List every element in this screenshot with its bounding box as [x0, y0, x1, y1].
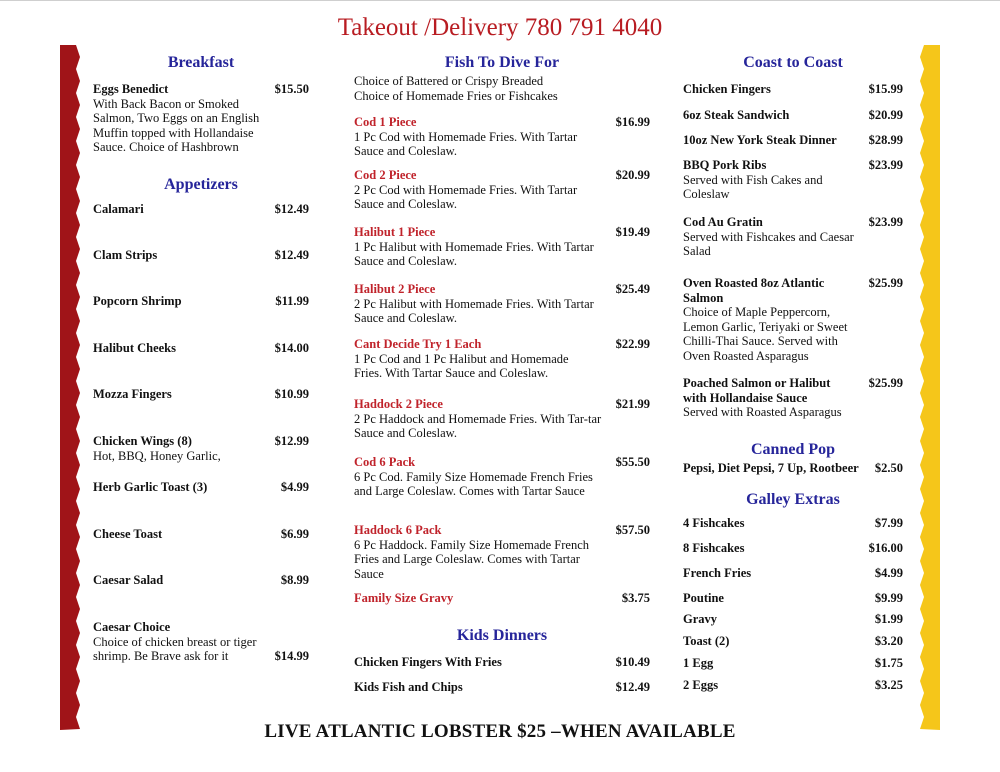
breakfast-heading: Breakfast — [167, 54, 235, 71]
item-price: $6.99 — [280, 527, 309, 541]
appetizers-heading: Appetizers — [164, 176, 238, 193]
menu-item — [354, 168, 650, 212]
menu-item — [683, 108, 903, 123]
item-description: 6 Pc Haddock. Family Size Homemade French Fries and Large Coleslaw. Comes with Tartar Sauce — [354, 537, 590, 581]
item-price: $23.99 — [868, 158, 903, 172]
menu-item — [683, 276, 903, 363]
galley-heading-wrap — [683, 493, 903, 508]
item-name: Cheese Toast — [93, 527, 163, 541]
menu-item — [683, 566, 903, 581]
item-description: 2 Pc Haddock and Homemade Fries. With Tar-tar Sauce and Coleslaw. — [354, 411, 602, 440]
coast-heading-wrap — [683, 56, 903, 71]
item-price: $3.25 — [874, 678, 903, 692]
item-name: Cant Decide Try 1 Each — [354, 337, 482, 351]
kids-heading-wrap — [354, 629, 650, 644]
menu-item — [683, 541, 903, 556]
fish-heading-wrap — [354, 56, 650, 71]
pop-heading: Canned Pop — [750, 441, 836, 458]
item-price: $57.50 — [615, 523, 650, 537]
menu-item — [683, 591, 903, 606]
item-name: Popcorn Shrimp — [93, 294, 182, 308]
menu-item — [354, 523, 650, 581]
item-price: $23.99 — [868, 215, 903, 229]
item-price: $16.99 — [615, 115, 650, 129]
item-name: Pepsi, Diet Pepsi, 7 Up, Rootbeer — [683, 461, 859, 475]
item-name: Cod Au Gratin — [683, 215, 763, 229]
menu-item — [683, 215, 903, 259]
menu-item — [354, 455, 650, 499]
item-price: $12.49 — [274, 248, 309, 262]
menu-item — [354, 337, 650, 381]
item-name: 8 Fishcakes — [683, 541, 745, 555]
item-price: $25.99 — [868, 276, 903, 290]
item-description: Hot, BBQ, Honey Garlic, — [93, 448, 221, 463]
menu-item — [93, 620, 309, 664]
item-name: Kids Fish and Chips — [354, 680, 463, 694]
item-price: $11.99 — [275, 294, 309, 308]
item-description: 6 Pc Cod. Family Size Homemade French Fries and Large Coleslaw. Comes with Tartar Sauce — [354, 469, 593, 498]
menu-item — [354, 115, 650, 159]
menu-item — [93, 294, 309, 309]
item-description: Served with Roasted Asparagus — [683, 405, 842, 419]
menu-item — [683, 656, 903, 671]
item-description: 1 Pc Cod and 1 Pc Halibut and Homemade Fries. With Tartar Sauce and Coleslaw. — [354, 351, 569, 380]
menu-item — [683, 634, 903, 649]
right-wave-shape — [920, 45, 940, 730]
item-name: Gravy — [683, 612, 718, 626]
item-price: $2.50 — [874, 461, 903, 475]
item-price: $25.49 — [615, 282, 650, 296]
item-name: BBQ Pork Ribs — [683, 158, 767, 172]
kids-heading: Kids Dinners — [456, 627, 548, 644]
menu-item — [93, 480, 309, 495]
item-name: Calamari — [93, 202, 144, 216]
item-description: 2 Pc Halibut with Homemade Fries. With Tartar Sauce and Coleslaw. — [354, 296, 594, 325]
item-price: $7.99 — [874, 516, 903, 530]
menu-item — [683, 376, 903, 420]
item-price: $3.20 — [874, 634, 903, 648]
item-name: Cod 6 Pack — [354, 455, 416, 469]
coast-heading: Coast to Coast — [743, 54, 843, 71]
item-name: Caesar Salad — [93, 573, 164, 587]
menu-item — [683, 612, 903, 627]
menu-item — [683, 678, 903, 693]
item-name: 4 Fishcakes — [683, 516, 745, 530]
item-name: 10oz New York Steak Dinner — [683, 133, 837, 147]
item-name: 1 Egg — [683, 656, 714, 670]
item-name: Cod 2 Piece — [354, 168, 417, 182]
menu-item — [93, 527, 309, 542]
item-name: Chicken Wings (8) — [93, 434, 192, 448]
left-wavy-band — [60, 45, 82, 730]
item-price: $28.99 — [868, 133, 903, 147]
item-name: 2 Eggs — [683, 678, 719, 692]
item-price: $12.49 — [615, 680, 650, 694]
item-name: Haddock 2 Piece — [354, 397, 443, 411]
item-price: $9.99 — [874, 591, 903, 605]
menu-item — [93, 573, 309, 588]
item-description: 1 Pc Halibut with Homemade Fries. With Tartar Sauce and Coleslaw. — [354, 239, 594, 268]
breakfast-heading-wrap — [93, 56, 309, 71]
item-name: Mozza Fingers — [93, 387, 172, 401]
menu-item — [683, 158, 903, 202]
appetizers-heading-wrap — [93, 178, 309, 193]
fish-heading: Fish To Dive For — [444, 54, 560, 71]
menu-item — [683, 516, 903, 531]
item-name: Family Size Gravy — [354, 591, 454, 605]
menu-item — [93, 387, 309, 402]
item-description: Served with Fishcakes and Caesar Salad — [683, 229, 854, 258]
left-wave-shape — [60, 45, 80, 730]
item-price: $22.99 — [615, 337, 650, 351]
menu-item — [93, 248, 309, 263]
item-name: Halibut 1 Piece — [354, 225, 436, 239]
fish-intro-line: Choice of Battered or Crispy Breaded — [354, 74, 544, 88]
top-border-line — [0, 0, 1000, 1]
item-price: $1.75 — [874, 656, 903, 670]
item-name: 6oz Steak Sandwich — [683, 108, 790, 122]
item-description: 1 Pc Cod with Homemade Fries. With Tartar Sauce and Coleslaw. — [354, 129, 578, 158]
item-price: $20.99 — [868, 108, 903, 122]
item-name: Caesar Choice — [93, 620, 171, 634]
pop-heading-wrap — [683, 443, 903, 458]
menu-item — [683, 461, 903, 476]
menu-item — [683, 133, 903, 148]
menu-item — [354, 655, 650, 670]
item-name: Poutine — [683, 591, 724, 605]
menu-item — [354, 591, 650, 606]
menu-item — [93, 82, 309, 155]
item-price: $3.75 — [621, 591, 650, 605]
item-name: Halibut 2 Piece — [354, 282, 436, 296]
menu-item — [354, 397, 650, 441]
item-name: Herb Garlic Toast (3) — [93, 480, 208, 494]
item-price: $12.49 — [274, 202, 309, 216]
item-name: Cod 1 Piece — [354, 115, 417, 129]
item-price: $15.99 — [868, 82, 903, 96]
item-name: Poached Salmon or Halibut with Hollandaise Sauce — [683, 376, 831, 405]
item-price: $21.99 — [615, 397, 650, 411]
item-price: $12.99 — [274, 434, 309, 448]
menu-item — [93, 341, 309, 356]
item-name: Eggs Benedict — [93, 82, 169, 96]
menu-item — [93, 434, 309, 463]
item-name: Clam Strips — [93, 248, 158, 262]
item-name: Halibut Cheeks — [93, 341, 177, 355]
item-price: $4.99 — [874, 566, 903, 580]
item-price: $14.00 — [274, 341, 309, 355]
menu-item — [354, 282, 650, 326]
galley-heading: Galley Extras — [746, 491, 840, 508]
item-description: Choice of chicken breast or tiger shrimp. Be Brave ask for it — [93, 634, 257, 663]
fish-intro — [354, 74, 650, 103]
menu-item — [354, 225, 650, 269]
item-description: With Back Bacon or Smoked Salmon, Two Eggs on an English Muffin topped with Hollandaise Sauce. Choice of Hashbrown — [93, 96, 260, 154]
item-name: Chicken Fingers With Fries — [354, 655, 502, 669]
item-price: $19.49 — [615, 225, 650, 239]
item-name: Toast (2) — [683, 634, 730, 648]
item-price: $10.49 — [615, 655, 650, 669]
item-description: 2 Pc Cod with Homemade Fries. With Tartar Sauce and Coleslaw. — [354, 182, 578, 211]
lobster-footer: LIVE ATLANTIC LOBSTER $25 –WHEN AVAILABLE — [264, 721, 736, 742]
menu-item — [93, 202, 309, 217]
item-price: $4.99 — [280, 480, 309, 494]
item-price: $55.50 — [615, 455, 650, 469]
item-description: Served with Fish Cakes and Coleslaw — [683, 172, 823, 201]
item-price: $16.00 — [868, 541, 903, 555]
menu-item — [683, 82, 903, 97]
item-name: Haddock 6 Pack — [354, 523, 442, 537]
menu-item — [354, 680, 650, 695]
item-name: French Fries — [683, 566, 752, 580]
item-price: $14.99 — [274, 649, 309, 663]
item-price: $8.99 — [280, 573, 309, 587]
item-price: $10.99 — [274, 387, 309, 401]
right-wavy-band — [918, 45, 940, 730]
menu-title: Takeout /Delivery 780 791 4040 — [337, 14, 663, 41]
item-description: Choice of Maple Peppercorn, Lemon Garlic, Teriyaki or Sweet Chilli-Thai Sauce. Served with Oven Roasted Asparagus — [683, 305, 848, 363]
item-price: $1.99 — [874, 612, 903, 626]
item-price: $20.99 — [615, 168, 650, 182]
item-name: Chicken Fingers — [683, 82, 771, 96]
item-name: Oven Roasted 8oz Atlantic Salmon — [683, 276, 825, 305]
fish-intro-line: Choice of Homemade Fries or Fishcakes — [354, 88, 558, 103]
item-price: $25.99 — [868, 376, 903, 390]
item-price: $15.50 — [274, 82, 309, 96]
